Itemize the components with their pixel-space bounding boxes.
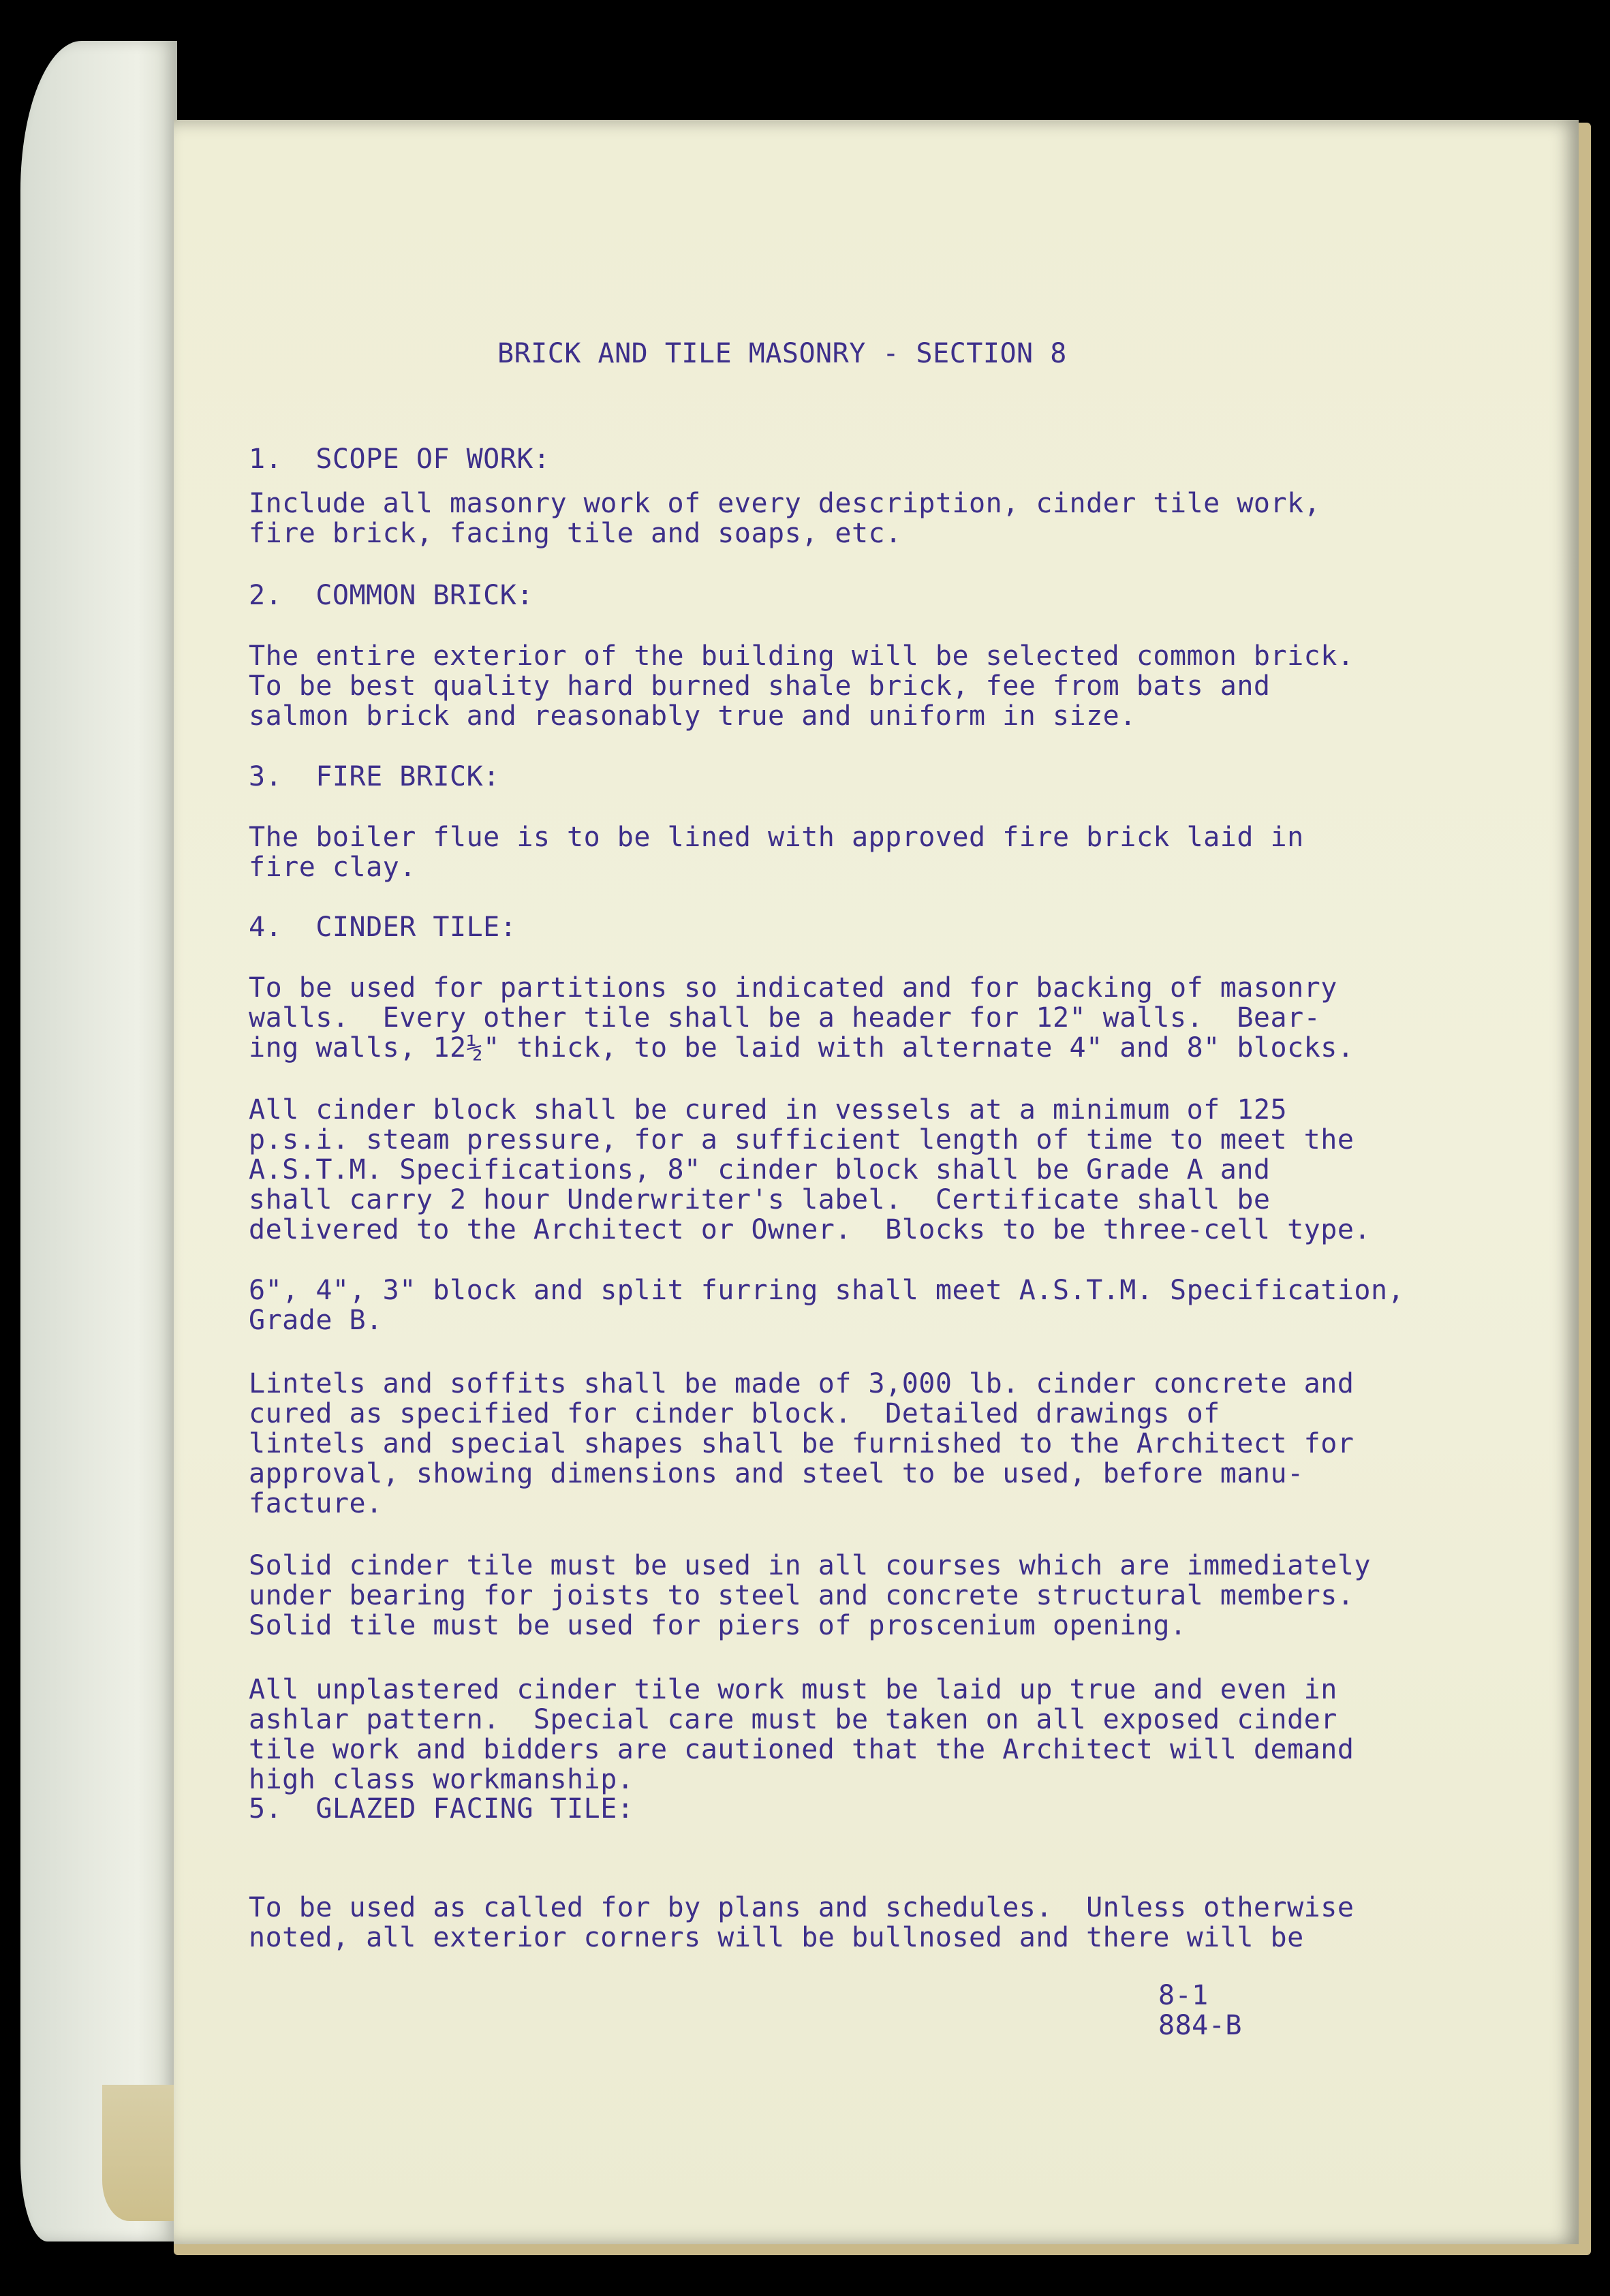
section-paragraph: The entire exterior of the building will be selected common brick. To be best quality hard burned shale brick, fee from bats and salmon brick and reasonably true and uniform in size.	[249, 640, 1354, 732]
section-paragraph: Lintels and soffits shall be made of 3,000 lb. cinder concrete and cured as specified for cinder block. Detailed drawings of lintels and special shapes shall be furnished to the Architect for approval, showing dimensions and steel to be used, before manu- facture.	[249, 1368, 1354, 1519]
section-paragraph: The boiler flue is to be lined with approved fire brick laid in fire clay.	[249, 822, 1304, 883]
left-curled-page	[20, 41, 177, 2241]
page-number: 8-1 884-B	[1158, 1980, 1242, 2041]
section-paragraph: To be used for partitions so indicated and for backing of masonry walls. Every other tile shall be a header for 12" walls. Bear- ing walls, 12½" thick, to be laid with alternate 4" and 8" blocks.	[249, 972, 1354, 1064]
section-paragraph: All cinder block shall be cured in vessels at a minimum of 125 p.s.i. steam pressure, for a sufficient length of time to meet the A.S.T.M. Specifications, 8" cinder block shall be Grade A and shall carry 2 hour Underwriter's label. Certificate shall be delivered to the Architect or Owner. Blocks to be three-cell type.	[249, 1094, 1371, 1245]
section-paragraph: All unplastered cinder tile work must be laid up true and even in ashlar pattern. Special care must be taken on all exposed cinder tile work and bidders are cautioned that the Architect will demand high class workmanship.	[249, 1674, 1354, 1795]
section-paragraph: Include all masonry work of every description, cinder tile work, fire brick, facing tile and soaps, etc.	[249, 488, 1321, 549]
section-heading-scope: 1. SCOPE OF WORK:	[249, 444, 551, 475]
section-heading-fire-brick: 3. FIRE BRICK:	[249, 761, 500, 792]
section-paragraph: To be used as called for by plans and schedules. Unless otherwise noted, all exterior corners will be bullnosed and there will be	[249, 1892, 1354, 1953]
page-title: BRICK AND TILE MASONRY - SECTION 8	[497, 338, 1067, 369]
section-paragraph: 6", 4", 3" block and split furring shall meet A.S.T.M. Specification, Grade B.	[249, 1275, 1405, 1336]
section-heading-common-brick: 2. COMMON BRICK:	[249, 580, 533, 611]
section-heading-cinder-tile: 4. CINDER TILE:	[249, 912, 517, 943]
section-heading-glazed-facing-tile: 5. GLAZED FACING TILE:	[249, 1793, 634, 1825]
section-paragraph: Solid cinder tile must be used in all courses which are immediately under bearing for joists to steel and concrete structural members. Solid tile must be used for piers of proscenium opening.	[249, 1550, 1371, 1641]
